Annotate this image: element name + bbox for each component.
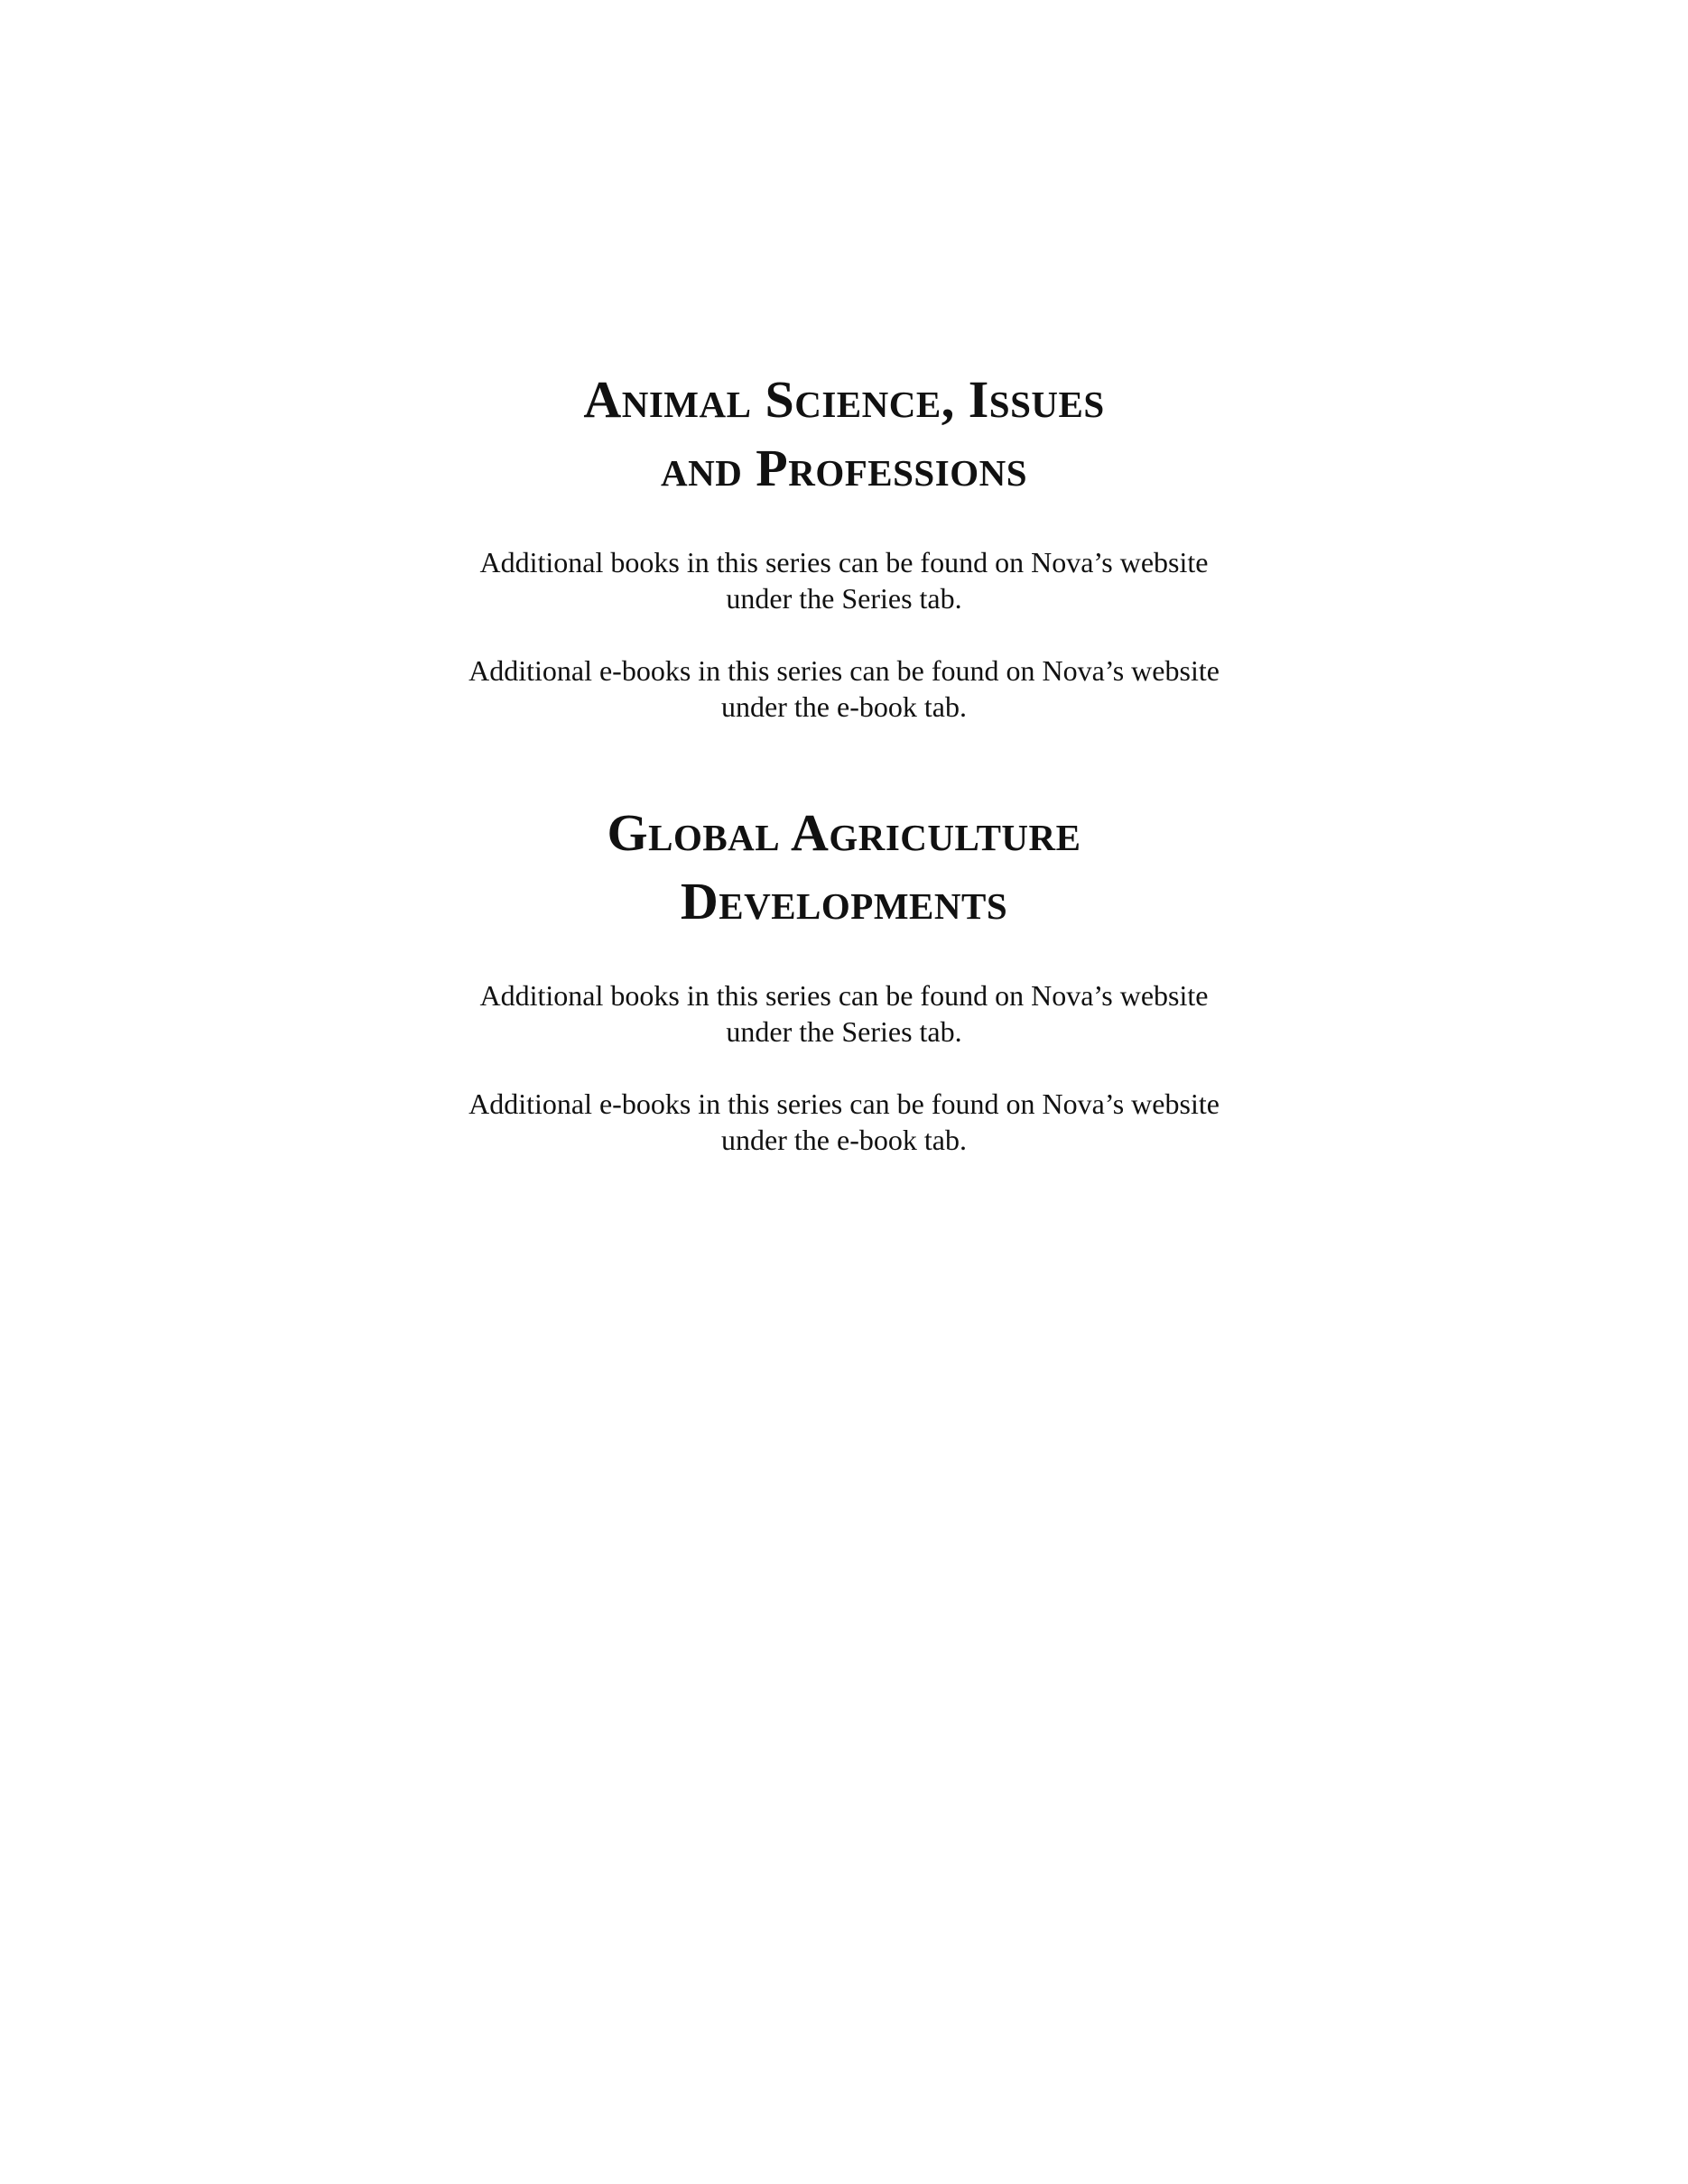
- series-title-line: Animal Science, Issues: [583, 370, 1105, 429]
- note-line: Additional e-books in this series can be found on Nova’s website: [468, 654, 1220, 687]
- note-line: Additional books in this series can be found on Nova’s website: [479, 546, 1209, 578]
- series-title: [0, 799, 1688, 936]
- note-line: under the Series tab.: [726, 1015, 962, 1048]
- note-line: under the Series tab.: [726, 582, 962, 615]
- series-title: [0, 366, 1688, 503]
- note-line: under the e-book tab.: [721, 690, 967, 723]
- series-title-line: Developments: [680, 872, 1008, 930]
- ebooks-note: [438, 652, 1250, 725]
- note-line: Additional books in this series can be found on Nova’s website: [479, 979, 1209, 1012]
- series-notes: [0, 977, 1688, 1158]
- note-line: under the e-book tab.: [721, 1124, 967, 1156]
- series-notes: [0, 544, 1688, 725]
- series-title-line: Global Agriculture: [607, 803, 1081, 862]
- series-section-global-agriculture: [0, 799, 1688, 1158]
- books-note: [438, 977, 1250, 1050]
- series-section-animal-science: [0, 366, 1688, 725]
- note-line: Additional e-books in this series can be found on Nova’s website: [468, 1087, 1220, 1120]
- series-title-line: and Professions: [660, 439, 1027, 497]
- books-note: [438, 544, 1250, 616]
- ebooks-note: [438, 1086, 1250, 1158]
